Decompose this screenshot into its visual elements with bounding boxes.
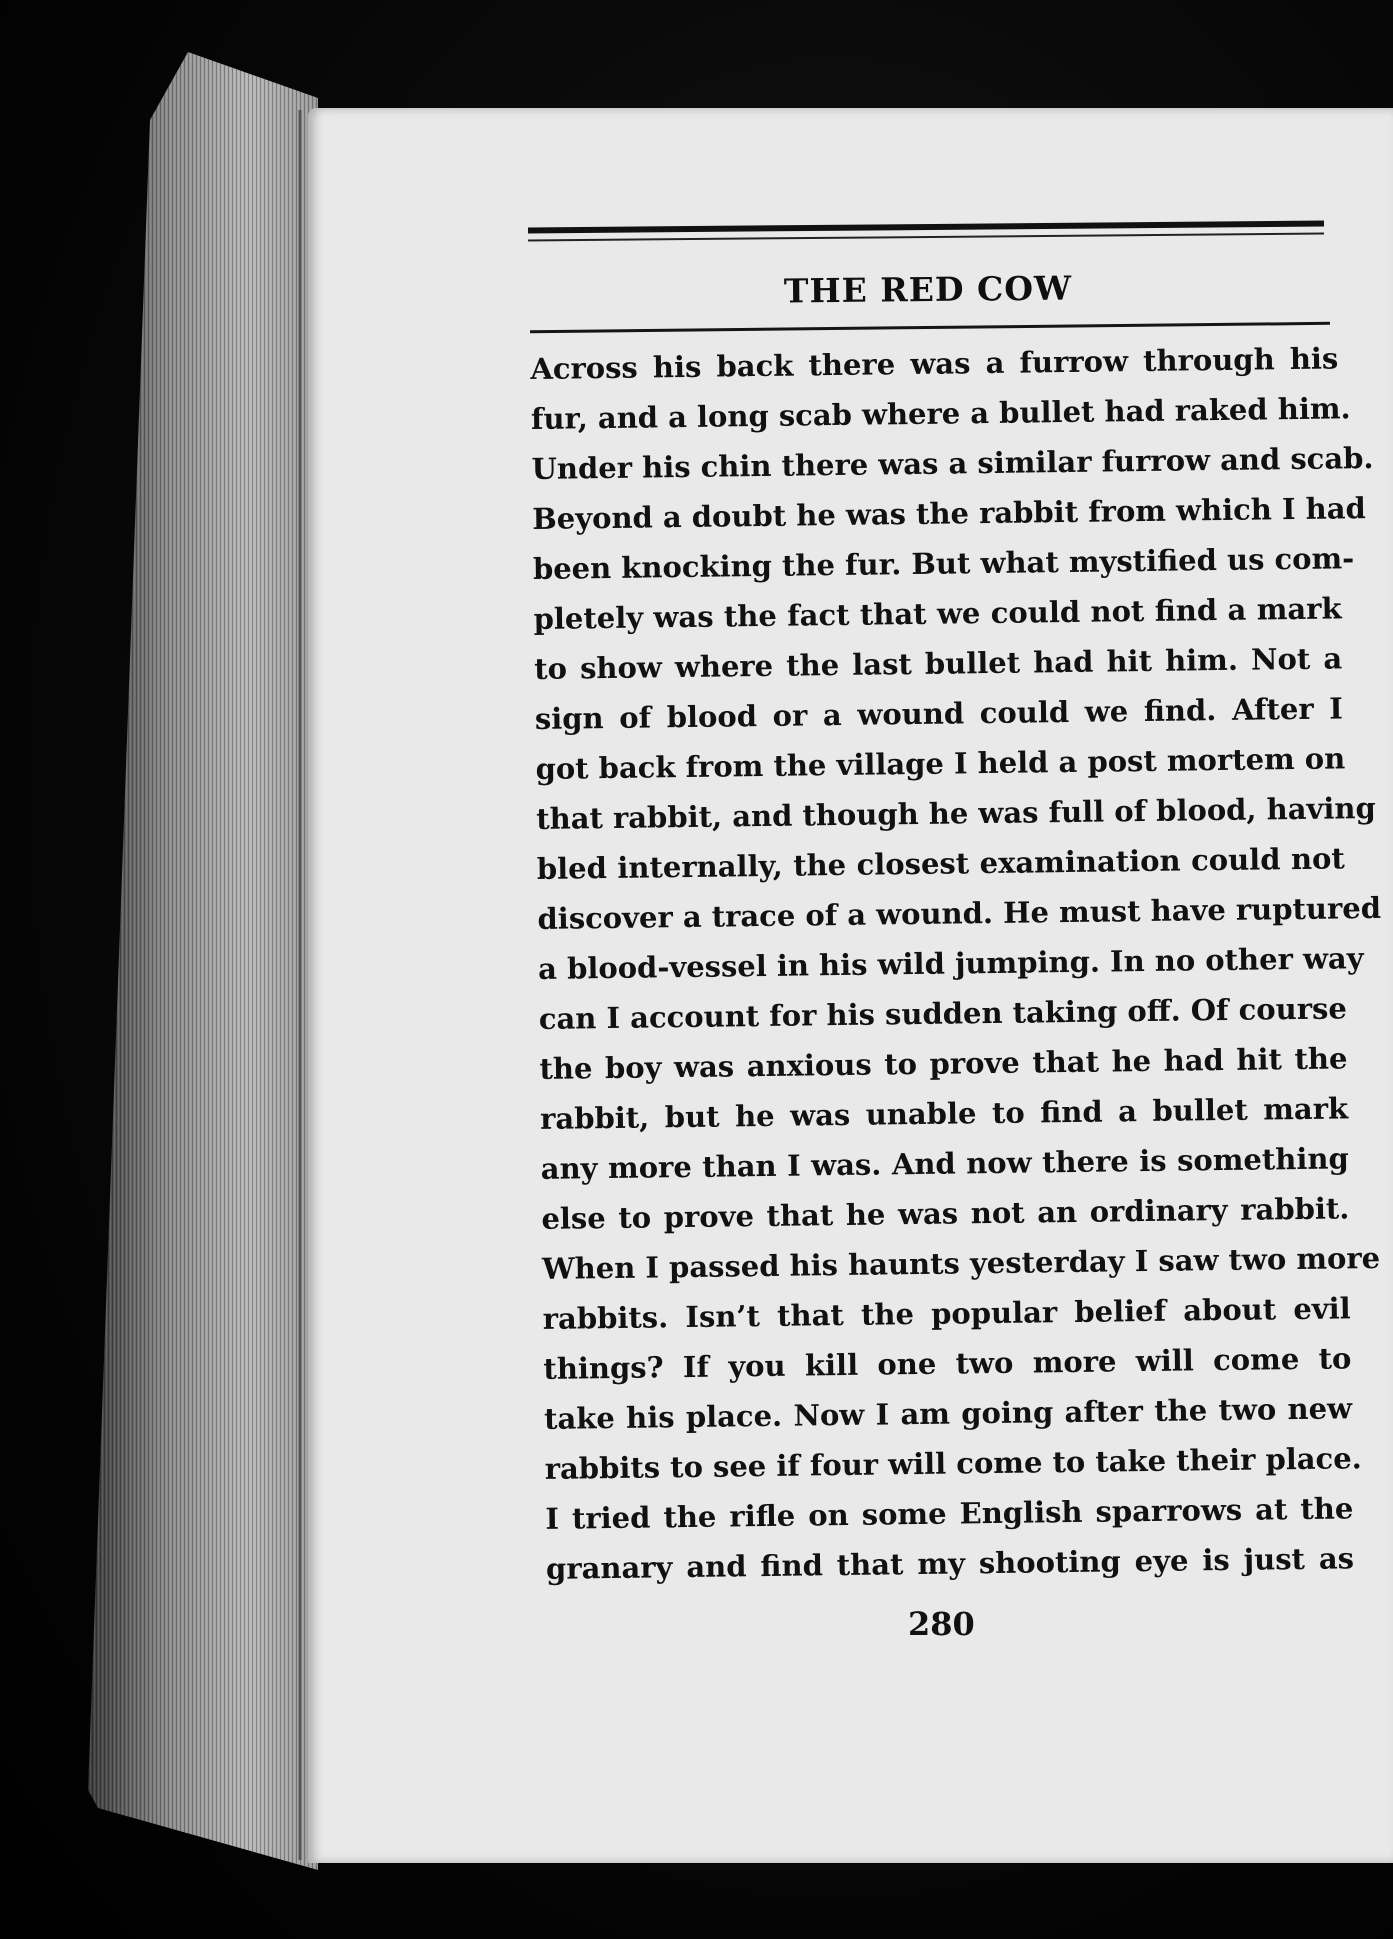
text-line: Across his back there was a furrow through his xyxy=(530,341,1339,386)
text-line: fur, and a long scab where a bullet had raked him. xyxy=(530,391,1351,436)
header-rule-thick xyxy=(528,221,1324,234)
running-head: THE RED COW xyxy=(783,268,1073,311)
text-line: bled internally, the closest examination could not xyxy=(536,841,1346,886)
text-line: Under his chin there was a similar furrow and scab. xyxy=(531,440,1374,486)
running-head-rule xyxy=(530,322,1330,333)
text-line: that rabbit, and though he was full of blood, having xyxy=(535,790,1376,836)
text-line: rabbits to see if four will come to take their place. xyxy=(544,1441,1362,1486)
page-number: 280 xyxy=(908,1605,975,1643)
text-line: got back from the village I held a post mortem on xyxy=(535,741,1346,786)
text-line: been knocking the fur. But what mystified us com- xyxy=(532,541,1355,586)
text-line: things? If you kill one two more will come to xyxy=(543,1341,1352,1386)
text-line: sign of blood or a wound could we find. After I xyxy=(534,691,1344,736)
header-rule-thin xyxy=(528,233,1324,242)
text-line: can I account for his sudden taking off. Of course xyxy=(538,991,1347,1036)
text-line: I tried the rifle on some English sparrows at the xyxy=(545,1491,1354,1536)
book-page xyxy=(308,108,1393,1863)
text-line: take his place. Now I am going after the two new xyxy=(543,1391,1353,1436)
text-line: pletely was the fact that we could not find a mark xyxy=(533,591,1342,636)
text-line: Beyond a doubt he was the rabbit from which I had xyxy=(532,491,1366,536)
text-line: rabbits. Isn’t that the popular belief about evil xyxy=(542,1291,1351,1336)
text-line: to show where the last bullet had hit him. Not a xyxy=(534,641,1343,686)
body-text xyxy=(530,333,1382,1593)
text-line: granary and find that my shooting eye is just as xyxy=(545,1541,1355,1586)
text-line: When I passed his haunts yesterday I saw two more xyxy=(541,1240,1381,1286)
text-line: discover a trace of a wound. He must have ruptured xyxy=(537,890,1382,936)
text-line: rabbit, but he was unable to find a bullet mark xyxy=(539,1091,1349,1136)
text-line: else to prove that he was not an ordinary rabbit. xyxy=(541,1191,1350,1236)
text-line: the boy was anxious to prove that he had hit the xyxy=(539,1041,1348,1086)
text-line: a blood-vessel in his wild jumping. In no other way xyxy=(537,941,1364,986)
text-line: any more than I was. And now there is something xyxy=(540,1141,1349,1186)
